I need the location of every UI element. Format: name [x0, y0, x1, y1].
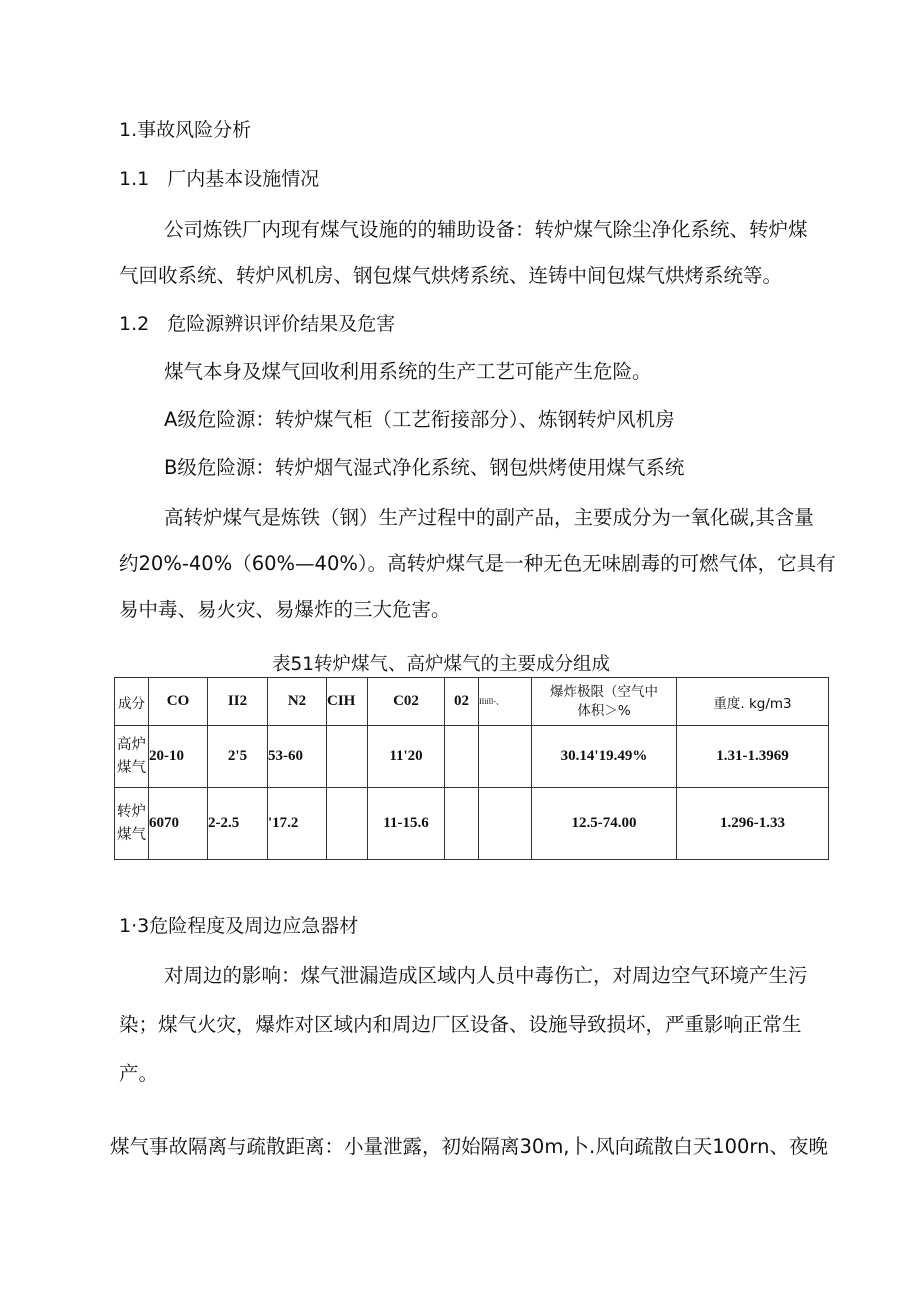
header-co: CO: [149, 678, 208, 726]
gas-paragraph-line-3: 易中毒、易火灾、易爆炸的三大危害。: [119, 598, 451, 621]
cell-co: 6070: [149, 788, 208, 860]
row-gas-name: [115, 788, 149, 860]
facilities-paragraph-line-1: 公司炼铁厂内现有煤气设施的的辅助设备：转炉煤气除尘净化系统、转炉煤: [164, 218, 808, 241]
cell-co2: 11-15.6: [368, 788, 445, 860]
row-gas-name-line-2: 煤气: [117, 826, 146, 843]
row-gas-name-line-1: 高炉: [117, 736, 146, 753]
header-co2: C02: [368, 678, 445, 726]
section-1-1-heading: [119, 166, 319, 192]
cell-ch4: [327, 788, 368, 860]
hazard-class-b-line: B级危险源：转炉烟气湿式净化系统、钢包烘烤使用煤气系统: [164, 456, 685, 479]
cell-density: 1.296-1.33: [677, 788, 829, 860]
header-component: 成分: [115, 678, 149, 726]
cell-ch4: [327, 726, 368, 788]
section-1-2-title: 危险源辨识评价结果及危害: [167, 313, 396, 335]
section-1-2-heading: [119, 311, 395, 337]
isolation-distance-line: 煤气事故隔离与疏散距离：小量泄露，初始隔离30m,卜.风向疏散白天100rn、夜晚: [110, 1135, 828, 1158]
cell-density: 1.31-1.3969: [677, 726, 829, 788]
row-gas-name-line-2: 煤气: [117, 759, 146, 776]
cell-n2: '17.2: [268, 788, 327, 860]
cell-explosion-limit: 12.5-74.00: [532, 788, 677, 860]
table-header-row: [115, 678, 829, 726]
cell-h2: 2'5: [208, 726, 268, 788]
section-1-heading: 1.事故风险分析: [119, 119, 252, 141]
header-ch4: CIH: [327, 678, 368, 726]
cell-co2: 11'20: [368, 726, 445, 788]
table-row: [115, 726, 829, 788]
section-1-3-heading: 1·3危险程度及周边应急器材: [119, 915, 359, 937]
hazard-class-a-line: A级危险源：转炉煤气柜（工艺衔接部分）、炼钢转炉风机房: [164, 408, 675, 431]
header-h2: II2: [208, 678, 268, 726]
cell-explosion-limit: 30.14'19.49%: [532, 726, 677, 788]
gas-paragraph-line-1: 高转炉煤气是炼铁（钢）生产过程中的副产品，主要成分为一氧化碳,其含量: [164, 506, 814, 529]
impact-paragraph-line-2: 染；煤气火灾，爆炸对区域内和周边厂区设备、设施导致损坏，严重影响正常生: [119, 1013, 802, 1036]
hazard-intro-line: 煤气本身及煤气回收利用系统的生产工艺可能产生危险。: [164, 360, 652, 383]
table-caption: 表51转炉煤气、高炉煤气的主要成分组成: [272, 654, 611, 675]
section-1-1-number: 1.1: [119, 168, 150, 190]
gas-composition-table: [114, 677, 829, 860]
cell-n2: 53-60: [268, 726, 327, 788]
impact-paragraph-line-1: 对周边的影响：煤气泄漏造成区域内人员中毒伤亡，对周边空气环境产生污: [164, 964, 808, 987]
header-explosion-limit: [532, 678, 677, 726]
header-other: IIiill-、: [479, 678, 532, 726]
cell-co: 20-10: [149, 726, 208, 788]
cell-other: [479, 726, 532, 788]
header-density: 重度. kg/m3: [677, 678, 829, 726]
cell-other: [479, 788, 532, 860]
table-row: [115, 788, 829, 860]
header-explosion-limit-line-2: 体积＞%: [577, 702, 631, 719]
cell-h2: 2-2.5: [208, 788, 268, 860]
cell-o2: [445, 726, 479, 788]
cell-o2: [445, 788, 479, 860]
header-o2: 02: [445, 678, 479, 726]
section-1-2-number: 1.2: [119, 313, 150, 335]
section-1-1-title: 厂内基本设施情况: [167, 168, 320, 190]
facilities-paragraph-line-2: 气回收系统、转炉风机房、钢包煤气烘烤系统、连铸中间包煤气烘烤系统等。: [119, 264, 783, 287]
header-n2: N2: [268, 678, 327, 726]
header-explosion-limit-line-1: 爆炸极限（空气中: [550, 683, 658, 700]
gas-paragraph-line-2: 约20%-40%（60%—40%）。高转炉煤气是一种无色无味剧毒的可燃气体，它具有: [119, 552, 836, 575]
row-gas-name: [115, 726, 149, 788]
impact-paragraph-line-3: 产。: [119, 1062, 159, 1085]
row-gas-name-line-1: 转炉: [117, 803, 146, 820]
